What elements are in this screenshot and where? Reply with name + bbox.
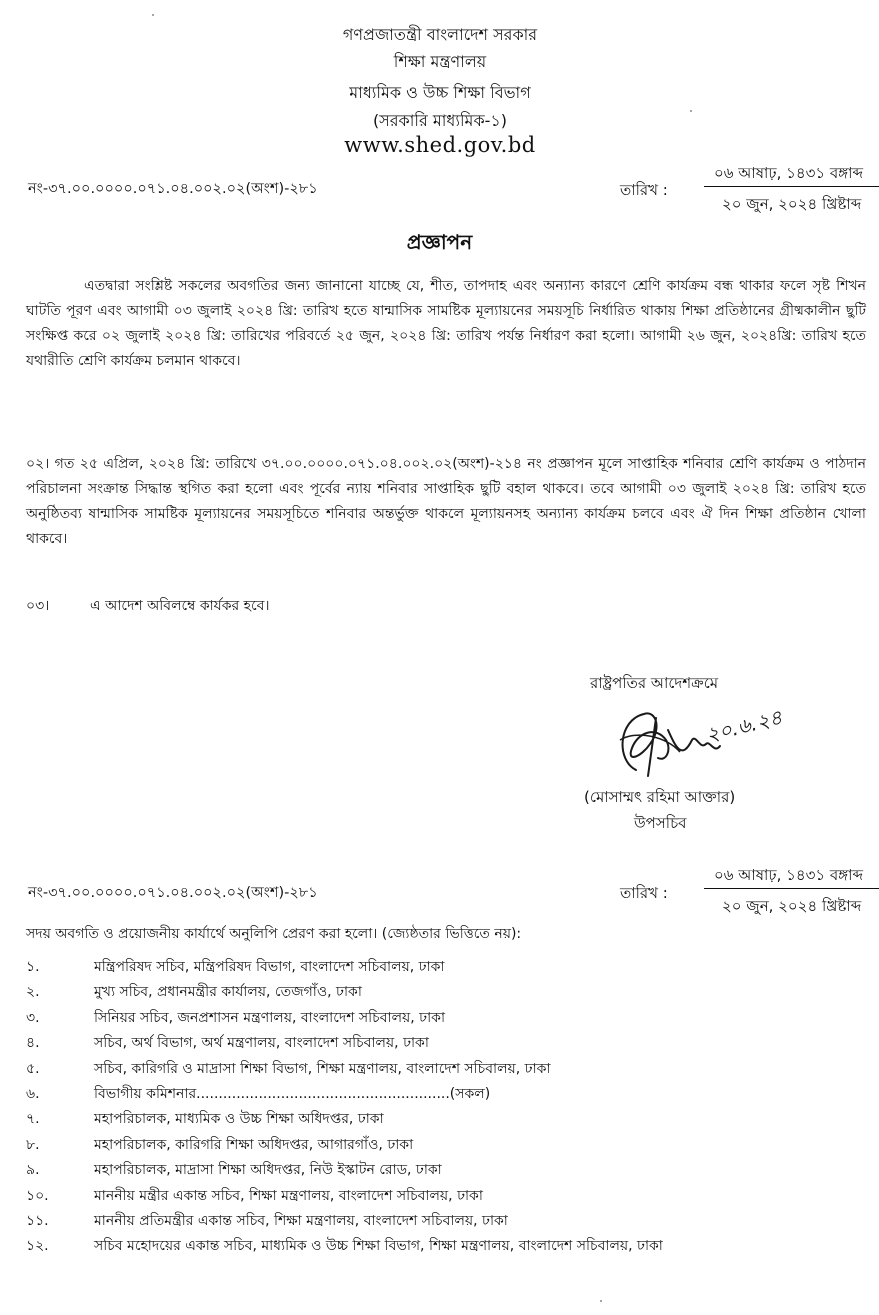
paragraph-2: ০২। গত ২৫ এপ্রিল, ২০২৪ খ্রি: তারিখে ৩৭.০০.০০০০.০৭১.০৪.০০২.০২(অংশ)-২১৪ নং প্রজ্ঞাপন মূলে সাপ্তাহিক শনিবার শ্রেণি কার্যক্রম ও পাঠদান পরিচালনা সংক্রান্ত সিদ্ধান্ত স্থগিত করা হলো এবং পূর্বের ন্যায় শনিবার সাপ্তাহিক ছুটি বহাল থাকবে। তবে আগামী ০৩ জুলাই ২০২৪ খ্রি: তারিখ হতে অনুষ্ঠিতব্য ষান্মাসিক সামষ্টিক মূল্যায়নের সময়সূচিতে শনিবার অন্তর্ভুক্ত থাকলে মূল্যায়নসহ অন্যান্য কার্যক্রম চলবে এবং ঐ দিন শিক্ষা প্রতিষ্ঠান খোলা থাকবে। bbox=[26, 456, 866, 547]
scan-speck bbox=[600, 1300, 602, 1302]
distribution-item-number: ১. bbox=[26, 959, 40, 975]
header-section: (সরকারি মাধ্যমিক-১) bbox=[372, 111, 508, 130]
paragraph-3-text: এ আদেশ অবিলম্বে কার্যকর হবে। bbox=[90, 598, 270, 614]
date-gregorian-copy: ২০ জুন, ২০২৪ খ্রিষ্টাব্দ bbox=[722, 897, 862, 915]
paragraph-3-number: ০৩। bbox=[26, 598, 50, 614]
scan-speck bbox=[690, 110, 692, 112]
distribution-item-text: মাননীয় মন্ত্রীর একান্ত সচিব, শিক্ষা মন্ত্রণালয়, বাংলাদেশ সচিবালয়, ঢাকা bbox=[94, 1187, 483, 1204]
distribution-item-text: সিনিয়র সচিব, জনপ্রশাসন মন্ত্রণালয়, বাংলাদেশ সচিবালয়, ঢাকা bbox=[94, 1009, 446, 1026]
paragraph-1-text: এতদ্বারা সংশ্লিষ্ট সকলের অবগতির জন্য জানানো যাচ্ছে যে, শীত, তাপদাহ এবং অন্যান্য কারণে শ্রেণি কার্যক্রম বন্ধ থাকার ফলে সৃষ্ট শিখন ঘাটতি পূরণ এবং আগামী ০৩ জুলাই ২০২৪ খ্রি: তারিখ হতে ষান্মাসিক সামষ্টিক মূল্যায়নের সময়সূচি নির্ধারিত থাকায় শিক্ষা প্রতিষ্ঠানের গ্রীষ্মকালীন ছুটি সংক্ষিপ্ত করে ০২ জুলাই ২০২৪ খ্রি: তারিখের পরিবর্তে ২৫ জুন, ২০২৪ খ্রি: তারিখ পর্যন্ত নির্ধারণ করা হলো। আগামী ২৬ জুন, ২০২৪খ্রি: তারিখ হতে যথারীতি শ্রেণি কার্যক্রম চলমান থাকবে। bbox=[26, 278, 866, 369]
distribution-item-number: ৪. bbox=[26, 1035, 40, 1052]
date-divider bbox=[704, 186, 879, 187]
memo-number: নং-৩৭.০০.০০০০.০৭১.০৪.০০২.০২(অংশ)-২৮১ bbox=[28, 181, 318, 197]
date-bangla-copy: ০৬ আষাঢ়, ১৪৩১ বঙ্গাব্দ bbox=[714, 866, 863, 884]
signatory-designation: উপসচিব bbox=[634, 814, 687, 832]
distribution-item-number: ৫. bbox=[26, 1060, 40, 1077]
signature-image bbox=[596, 700, 786, 790]
distribution-item-number: ৯. bbox=[26, 1162, 40, 1179]
header-ministry: শিক্ষা মন্ত্রণালয় bbox=[393, 52, 487, 71]
distribution-item-text: মহাপরিচালক, মাধ্যমিক ও উচ্চ শিক্ষা অধিদপ্তর, ঢাকা bbox=[94, 1111, 384, 1128]
date-gregorian: ২০ জুন, ২০২৪ খ্রিষ্টাব্দ bbox=[722, 195, 862, 213]
distribution-item-number: ৬. bbox=[26, 1086, 40, 1102]
distribution-item-text: মহাপরিচালক, কারিগরি শিক্ষা অধিদপ্তর, আগারগাঁও, ঢাকা bbox=[94, 1136, 414, 1153]
date-label: তারিখ : bbox=[620, 181, 668, 199]
order-line: রাষ্ট্রপতির আদেশক্রমে bbox=[590, 674, 719, 692]
memo-number-copy: নং-৩৭.০০.০০০০.০৭১.০৪.০০২.০২(অংশ)-২৮১ bbox=[28, 885, 318, 901]
distribution-item-text: সচিব, কারিগরি ও মাদ্রাসা শিক্ষা বিভাগ, শিক্ষা মন্ত্রণালয়, বাংলাদেশ সচিবালয়, ঢাকা bbox=[94, 1060, 551, 1077]
distribution-item-number: ২. bbox=[26, 984, 40, 1001]
distribution-item-text: মহাপরিচালক, মাদ্রাসা শিক্ষা অধিদপ্তর, নিউ ইস্কাটন রোড, ঢাকা bbox=[94, 1162, 442, 1179]
distribution-item-number: ১০. bbox=[26, 1187, 49, 1204]
distribution-item-text: মুখ্য সচিব, প্রধানমন্ত্রীর কার্যালয়, তেজগাঁও, ঢাকা bbox=[94, 984, 362, 1001]
distribution-item-text: সচিব মহোদয়ের একান্ত সচিব, মাধ্যমিক ও উচ্চ শিক্ষা বিভাগ, শিক্ষা মন্ত্রণালয়, বাংলাদেশ সচিবালয়, ঢাকা bbox=[94, 1238, 663, 1255]
signature-date: ২০.৬.২৪ bbox=[703, 704, 785, 747]
distribution-item-text: মাননীয় প্রতিমন্ত্রীর একান্ত সচিব, শিক্ষা মন্ত্রণালয়, বাংলাদেশ সচিবালয়, ঢাকা bbox=[94, 1213, 508, 1229]
signatory-name: (মোসাম্মৎ রহিমা আক্তার) bbox=[584, 788, 736, 806]
header-division: মাধ্যমিক ও উচ্চ শিক্ষা বিভাগ bbox=[349, 83, 531, 102]
distribution-intro: সদয় অবগতি ও প্রয়োজনীয় কার্যার্থে অনুলিপি প্রেরণ করা হলো। (জ্যেষ্ঠতার ভিত্তিতে নয়): bbox=[26, 926, 522, 942]
date-divider-copy bbox=[704, 888, 879, 889]
distribution-item-text: সচিব, অর্থ বিভাগ, অর্থ মন্ত্রণালয়, বাংলাদেশ সচিবালয়, ঢাকা bbox=[94, 1035, 429, 1052]
date-bangla: ০৬ আষাঢ়, ১৪৩১ বঙ্গাব্দ bbox=[714, 164, 863, 182]
date-label-copy: তারিখ : bbox=[620, 884, 668, 902]
distribution-item-number: ৭. bbox=[26, 1111, 40, 1128]
paragraph-1 bbox=[26, 274, 866, 374]
distribution-item-text: মন্ত্রিপরিষদ সচিব, মন্ত্রিপরিষদ বিভাগ, বাংলাদেশ সচিবালয়, ঢাকা bbox=[94, 959, 445, 975]
distribution-item-number: ৩. bbox=[26, 1009, 40, 1026]
document-title: প্রজ্ঞাপন bbox=[406, 230, 473, 254]
distribution-item-text: বিভাগীয় কমিশনার.........................................................(সকল) bbox=[94, 1086, 491, 1102]
distribution-item-number: ৮. bbox=[26, 1136, 40, 1153]
header-website: www.shed.gov.bd bbox=[344, 133, 536, 157]
distribution-item-number: ১২. bbox=[26, 1238, 49, 1255]
distribution-item-number: ১১. bbox=[26, 1213, 49, 1229]
scan-speck bbox=[152, 14, 154, 16]
header-government: গণপ্রজাতন্ত্রী বাংলাদেশ সরকার bbox=[342, 25, 538, 44]
